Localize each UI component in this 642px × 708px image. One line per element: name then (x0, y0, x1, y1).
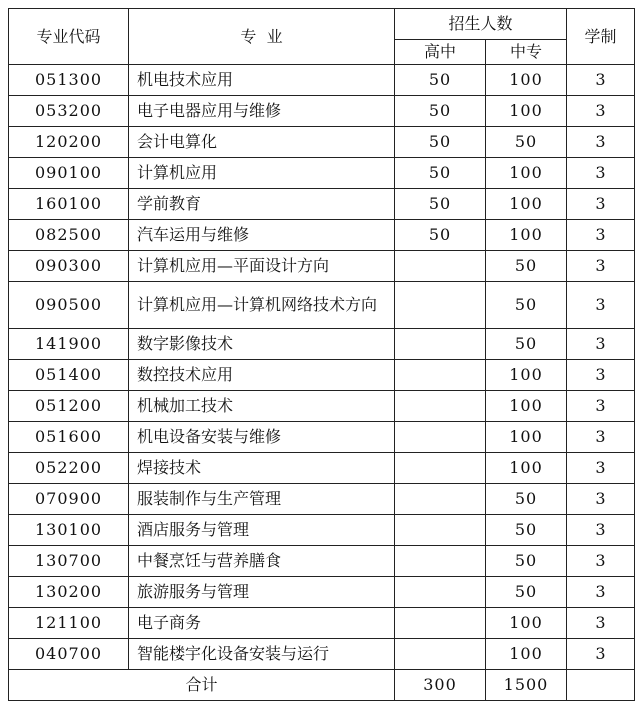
major-name-cell: 计算机应用 (129, 158, 395, 189)
major-name-cell: 数字影像技术 (129, 329, 395, 360)
major-code-cell: 051400 (9, 360, 129, 391)
header-enrollment: 招生人数 (395, 9, 567, 40)
high-school-count-cell (395, 546, 486, 577)
major-name-cell: 机电技术应用 (129, 65, 395, 96)
vocational-count-cell: 100 (486, 639, 567, 670)
major-code-cell: 052200 (9, 453, 129, 484)
major-name-cell: 旅游服务与管理 (129, 577, 395, 608)
duration-cell: 3 (567, 453, 635, 484)
major-name-cell: 计算机应用—计算机网络技术方向 (129, 282, 395, 329)
major-name-cell: 学前教育 (129, 189, 395, 220)
table-row (9, 608, 635, 639)
vocational-count-cell: 50 (486, 329, 567, 360)
header-duration: 学制 (567, 9, 635, 65)
table-row (9, 577, 635, 608)
duration-cell: 3 (567, 546, 635, 577)
duration-cell: 3 (567, 329, 635, 360)
vocational-count-cell: 100 (486, 608, 567, 639)
high-school-count-cell (395, 608, 486, 639)
major-code-cell: 051200 (9, 391, 129, 422)
table-row (9, 251, 635, 282)
duration-cell: 3 (567, 360, 635, 391)
header-code: 专业代码 (9, 9, 129, 65)
table-row (9, 391, 635, 422)
duration-cell: 3 (567, 96, 635, 127)
vocational-count-cell: 100 (486, 96, 567, 127)
vocational-count-cell: 100 (486, 158, 567, 189)
total-vocational: 1500 (486, 670, 567, 701)
duration-cell: 3 (567, 515, 635, 546)
table-row (9, 546, 635, 577)
high-school-count-cell: 50 (395, 96, 486, 127)
table-row (9, 360, 635, 391)
high-school-count-cell: 50 (395, 65, 486, 96)
total-row (9, 670, 635, 701)
major-code-cell: 082500 (9, 220, 129, 251)
high-school-count-cell (395, 515, 486, 546)
table-row (9, 189, 635, 220)
high-school-count-cell (395, 577, 486, 608)
table-row (9, 329, 635, 360)
high-school-count-cell (395, 639, 486, 670)
major-name-cell: 计算机应用—平面设计方向 (129, 251, 395, 282)
major-name-cell: 机电设备安装与维修 (129, 422, 395, 453)
vocational-count-cell: 50 (486, 484, 567, 515)
major-code-cell: 051300 (9, 65, 129, 96)
vocational-count-cell: 100 (486, 391, 567, 422)
major-code-cell: 090100 (9, 158, 129, 189)
total-duration (567, 670, 635, 701)
duration-cell: 3 (567, 608, 635, 639)
vocational-count-cell: 50 (486, 251, 567, 282)
high-school-count-cell (395, 484, 486, 515)
vocational-count-cell: 100 (486, 453, 567, 484)
duration-cell: 3 (567, 484, 635, 515)
major-code-cell: 053200 (9, 96, 129, 127)
major-code-cell: 130100 (9, 515, 129, 546)
major-code-cell: 090500 (9, 282, 129, 329)
major-code-cell: 051600 (9, 422, 129, 453)
high-school-count-cell (395, 422, 486, 453)
high-school-count-cell (395, 282, 486, 329)
major-name-cell: 酒店服务与管理 (129, 515, 395, 546)
vocational-count-cell: 50 (486, 127, 567, 158)
major-name-cell: 数控技术应用 (129, 360, 395, 391)
high-school-count-cell (395, 329, 486, 360)
table-row (9, 639, 635, 670)
major-code-cell: 040700 (9, 639, 129, 670)
major-code-cell: 160100 (9, 189, 129, 220)
duration-cell: 3 (567, 577, 635, 608)
major-name-cell: 汽车运用与维修 (129, 220, 395, 251)
major-name-cell: 机械加工技术 (129, 391, 395, 422)
enrollment-table (8, 8, 635, 701)
table-row (9, 484, 635, 515)
table-row (9, 220, 635, 251)
vocational-count-cell: 50 (486, 546, 567, 577)
duration-cell: 3 (567, 158, 635, 189)
high-school-count-cell: 50 (395, 158, 486, 189)
total-label: 合计 (9, 670, 395, 701)
major-name-cell: 服装制作与生产管理 (129, 484, 395, 515)
high-school-count-cell (395, 453, 486, 484)
major-code-cell: 130200 (9, 577, 129, 608)
header-major: 专 业 (129, 9, 395, 65)
table-row (9, 282, 635, 329)
major-name-cell: 电子商务 (129, 608, 395, 639)
major-name-cell: 电子电器应用与维修 (129, 96, 395, 127)
high-school-count-cell: 50 (395, 220, 486, 251)
table-row (9, 158, 635, 189)
high-school-count-cell: 50 (395, 189, 486, 220)
duration-cell: 3 (567, 65, 635, 96)
major-name-cell: 智能楼宇化设备安装与运行 (129, 639, 395, 670)
major-code-cell: 130700 (9, 546, 129, 577)
duration-cell: 3 (567, 422, 635, 453)
header-vocational: 中专 (486, 40, 567, 65)
vocational-count-cell: 100 (486, 65, 567, 96)
vocational-count-cell: 50 (486, 577, 567, 608)
major-code-cell: 120200 (9, 127, 129, 158)
vocational-count-cell: 100 (486, 422, 567, 453)
high-school-count-cell (395, 251, 486, 282)
major-code-cell: 070900 (9, 484, 129, 515)
vocational-count-cell: 50 (486, 282, 567, 329)
table-row (9, 515, 635, 546)
header-high-school: 高中 (395, 40, 486, 65)
total-high: 300 (395, 670, 486, 701)
major-code-cell: 141900 (9, 329, 129, 360)
vocational-count-cell: 100 (486, 189, 567, 220)
high-school-count-cell (395, 360, 486, 391)
table-row (9, 96, 635, 127)
duration-cell: 3 (567, 251, 635, 282)
duration-cell: 3 (567, 282, 635, 329)
major-name-cell: 会计电算化 (129, 127, 395, 158)
major-code-cell: 090300 (9, 251, 129, 282)
high-school-count-cell (395, 391, 486, 422)
duration-cell: 3 (567, 391, 635, 422)
high-school-count-cell: 50 (395, 127, 486, 158)
vocational-count-cell: 50 (486, 515, 567, 546)
vocational-count-cell: 100 (486, 360, 567, 391)
major-name-cell: 中餐烹饪与营养膳食 (129, 546, 395, 577)
duration-cell: 3 (567, 639, 635, 670)
table-row (9, 127, 635, 158)
table-row (9, 453, 635, 484)
table-row (9, 65, 635, 96)
major-name-cell: 焊接技术 (129, 453, 395, 484)
duration-cell: 3 (567, 127, 635, 158)
header-row (9, 9, 635, 40)
table-row (9, 422, 635, 453)
vocational-count-cell: 100 (486, 220, 567, 251)
major-code-cell: 121100 (9, 608, 129, 639)
duration-cell: 3 (567, 189, 635, 220)
duration-cell: 3 (567, 220, 635, 251)
